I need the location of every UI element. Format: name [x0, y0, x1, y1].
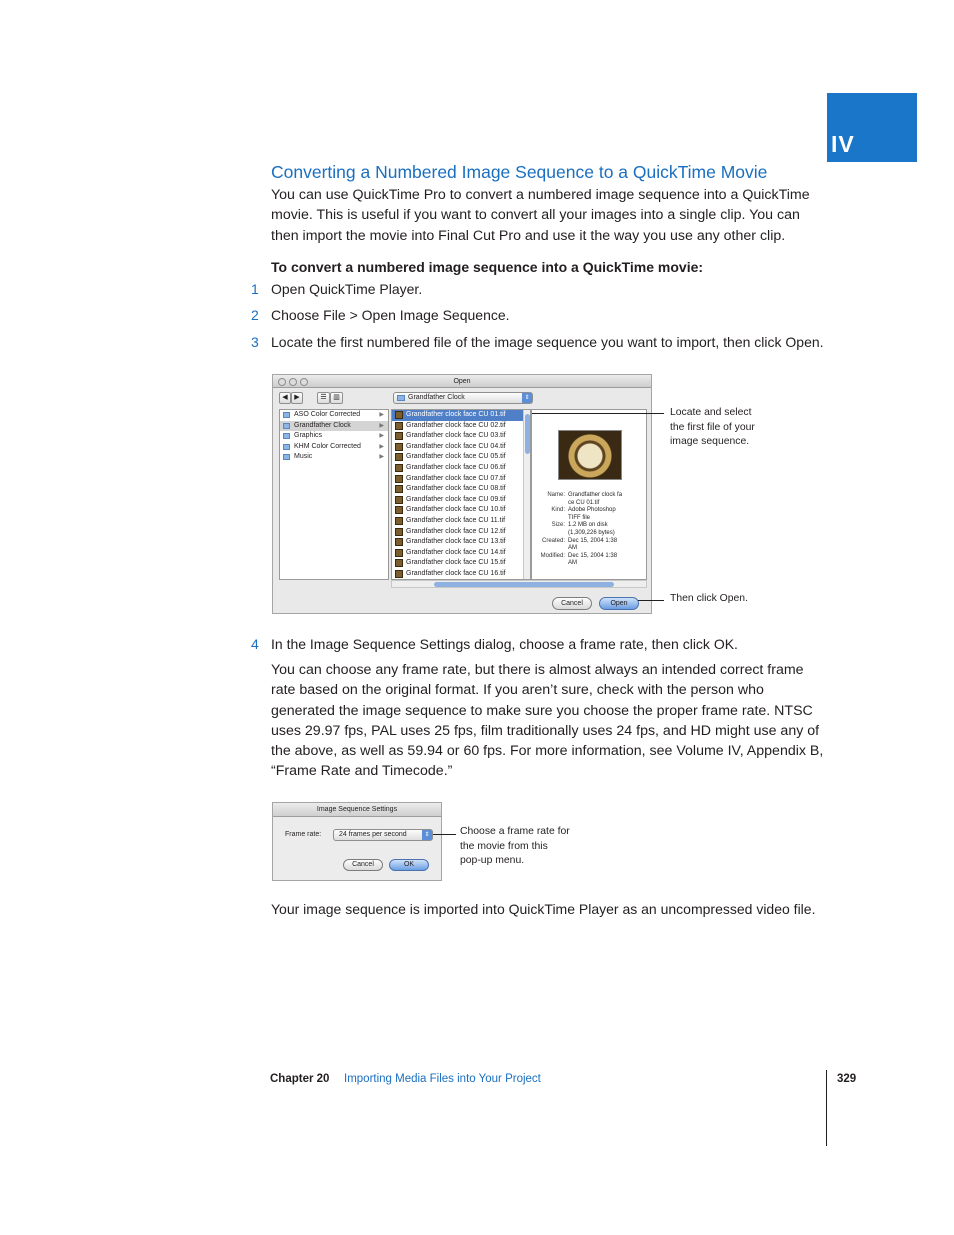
- open-dialog: [272, 374, 652, 614]
- file-item[interactable]: Grandfather clock face CU 06.tif: [392, 463, 530, 474]
- image-sequence-settings-dialog: [272, 802, 442, 881]
- folder-icon: [283, 444, 290, 450]
- file-item[interactable]: Grandfather clock face CU 11.tif: [392, 516, 530, 527]
- frame-rate-value: 24 frames per second: [339, 831, 407, 838]
- file-item[interactable]: Grandfather clock face CU 14.tif: [392, 548, 530, 559]
- image-file-icon: [395, 422, 403, 430]
- scroll-thumb[interactable]: [434, 582, 614, 587]
- image-file-icon: [395, 443, 403, 451]
- image-file-icon: [395, 570, 403, 578]
- disclosure-arrow-icon: ▶: [379, 412, 384, 418]
- back-button[interactable]: ◀: [279, 392, 291, 404]
- dialog-titlebar: [273, 375, 651, 388]
- intro-line: You can use QuickTime Pro to convert a numbered image sequence into a QuickTime: [271, 187, 810, 203]
- callout-click-open: Then click Open.: [670, 593, 748, 604]
- image-file-icon: [395, 432, 403, 440]
- callout-select-file: Locate and select the first file of your image sequence.: [670, 407, 755, 448]
- list-view-icon[interactable]: ☰: [317, 392, 330, 404]
- folder-icon: [397, 395, 405, 401]
- cancel-button[interactable]: Cancel: [343, 859, 383, 871]
- disclosure-arrow-icon: ▶: [379, 422, 384, 429]
- frame-rate-paragraph: You can choose any frame rate, but there is almost always an intended correct frame rate based on the original format. If you aren’t sure, check with the person who generated the image sequence to make sure you choose the proper frame rate. NTSC uses 29.97 fps, PAL uses 25 fps, film traditionally uses 24 fps, and HD might use any of the above, as well as 59.94 or 60 fps. For more information, see Volume IV, Appendix B, “Frame Rate and Timecode.”: [271, 662, 824, 780]
- file-scrollbar[interactable]: [523, 410, 530, 579]
- folder-item[interactable]: ASO Color Corrected ▶: [280, 410, 388, 421]
- image-file-icon: [395, 496, 403, 504]
- page-number: 329: [837, 1073, 857, 1085]
- file-item[interactable]: Grandfather clock face CU 09.tif: [392, 495, 530, 506]
- location-value: Grandfather Clock: [408, 394, 465, 401]
- step-number: 2: [251, 307, 259, 323]
- file-item[interactable]: Grandfather clock face CU 03.tif: [392, 431, 530, 442]
- file-item[interactable]: Grandfather clock face CU 05.tif: [392, 452, 530, 463]
- frame-rate-label: Frame rate:: [285, 831, 322, 838]
- step-number: 3: [251, 334, 259, 350]
- folder-item[interactable]: Graphics ▶: [280, 431, 388, 442]
- section-tab: [827, 93, 917, 162]
- footer-chapter: Chapter 20: [270, 1073, 330, 1085]
- image-file-icon: [395, 559, 403, 567]
- minimize-window-button[interactable]: [289, 378, 297, 386]
- image-file-icon: [395, 453, 403, 461]
- footer-divider: [826, 1070, 827, 1146]
- folder-item[interactable]: Grandfather Clock ▶: [280, 421, 388, 432]
- step-text: Choose File > Open Image Sequence.: [271, 307, 510, 323]
- image-file-icon: [395, 485, 403, 493]
- image-file-icon: [395, 549, 403, 557]
- image-file-icon: [395, 538, 403, 546]
- disclosure-arrow-icon: ▶: [379, 443, 384, 450]
- file-item[interactable]: Grandfather clock face CU 08.tif: [392, 484, 530, 495]
- intro-line: then import the movie into Final Cut Pro and use it the way you use any other clip.: [271, 227, 786, 244]
- step-number: 1: [251, 281, 259, 297]
- file-item[interactable]: Grandfather clock face CU 15.tif: [392, 558, 530, 569]
- preview-pane: [531, 409, 647, 580]
- folder-icon: [283, 423, 290, 429]
- procedure-title: To convert a numbered image sequence into a QuickTime movie:: [271, 259, 704, 275]
- closing-paragraph: Your image sequence is imported into QuickTime Player as an uncompressed video file.: [271, 901, 816, 917]
- forward-button[interactable]: ▶: [291, 392, 303, 404]
- file-item[interactable]: Grandfather clock face CU 12.tif: [392, 527, 530, 538]
- file-item[interactable]: Grandfather clock face CU 02.tif: [392, 421, 530, 432]
- image-file-icon: [395, 506, 403, 514]
- cancel-button[interactable]: Cancel: [552, 597, 592, 610]
- intro-line: movie. This is useful if you want to convert all your images into a single clip. You can: [271, 207, 800, 224]
- popup-arrows-icon: ⇕: [422, 830, 432, 840]
- image-file-icon: [395, 411, 403, 419]
- callout-frame-rate: Choose a frame rate for the movie from this pop-up menu.: [460, 826, 570, 867]
- folder-icon: [283, 412, 290, 418]
- intro-paragraph: [271, 185, 831, 246]
- ok-button[interactable]: OK: [389, 859, 429, 871]
- horizontal-scrollbar[interactable]: [391, 580, 647, 588]
- step-number: 4: [251, 636, 259, 652]
- step-text: Locate the first numbered file of the image sequence you want to import, then click Open.: [271, 334, 824, 350]
- step-text: In the Image Sequence Settings dialog, choose a frame rate, then click OK.: [271, 636, 738, 652]
- file-item[interactable]: Grandfather clock face CU 04.tif: [392, 442, 530, 453]
- close-window-button[interactable]: [278, 378, 286, 386]
- column-view-icon[interactable]: ▥: [330, 392, 343, 404]
- disclosure-arrow-icon: ▶: [379, 433, 384, 440]
- file-item[interactable]: Grandfather clock face CU 01.tif: [392, 410, 530, 421]
- image-file-icon: [395, 464, 403, 472]
- file-item[interactable]: Grandfather clock face CU 13.tif: [392, 537, 530, 548]
- footer-title: Importing Media Files into Your Project: [344, 1073, 541, 1085]
- folder-item[interactable]: KHM Color Corrected ▶: [280, 442, 388, 453]
- image-file-icon: [395, 475, 403, 483]
- clock-thumbnail: [558, 430, 622, 480]
- zoom-window-button[interactable]: [300, 378, 308, 386]
- folder-column[interactable]: [279, 409, 389, 580]
- dialog-title: Open: [453, 378, 471, 385]
- file-item[interactable]: Grandfather clock face CU 10.tif: [392, 505, 530, 516]
- callout-leader: [433, 834, 456, 835]
- section-tab-label: IV: [831, 131, 855, 157]
- file-info: Name: Grandfather clock fa ce CU 01.tif Kind: Adobe Photoshop TIFF file Size: 1.2 MB on disk (1,309,226 bytes) Created: Dec 15, 2004 1:38 AM Modified: Dec 15, 2004 1:38 AM: [540, 492, 623, 567]
- popup-arrows-icon: ⇕: [522, 393, 532, 403]
- frame-rate-popup[interactable]: [333, 829, 433, 841]
- location-popup[interactable]: [393, 392, 533, 404]
- disclosure-arrow-icon: ▶: [379, 454, 384, 461]
- callout-leader: [638, 600, 664, 601]
- folder-icon: [283, 433, 290, 439]
- section-heading: Converting a Numbered Image Sequence to a QuickTime Movie: [271, 162, 768, 182]
- file-column[interactable]: [391, 409, 531, 580]
- folder-icon: [283, 454, 290, 460]
- scroll-thumb[interactable]: [525, 414, 530, 454]
- file-item[interactable]: Grandfather clock face CU 16.tif: [392, 569, 530, 580]
- file-item[interactable]: Grandfather clock face CU 07.tif: [392, 474, 530, 485]
- callout-leader: [532, 413, 664, 414]
- open-button[interactable]: Open: [599, 597, 639, 610]
- dialog-title: Image Sequence Settings: [273, 803, 441, 817]
- image-file-icon: [395, 528, 403, 536]
- image-file-icon: [395, 517, 403, 525]
- folder-item[interactable]: Music ▶: [280, 452, 388, 463]
- step-text: Open QuickTime Player.: [271, 281, 423, 297]
